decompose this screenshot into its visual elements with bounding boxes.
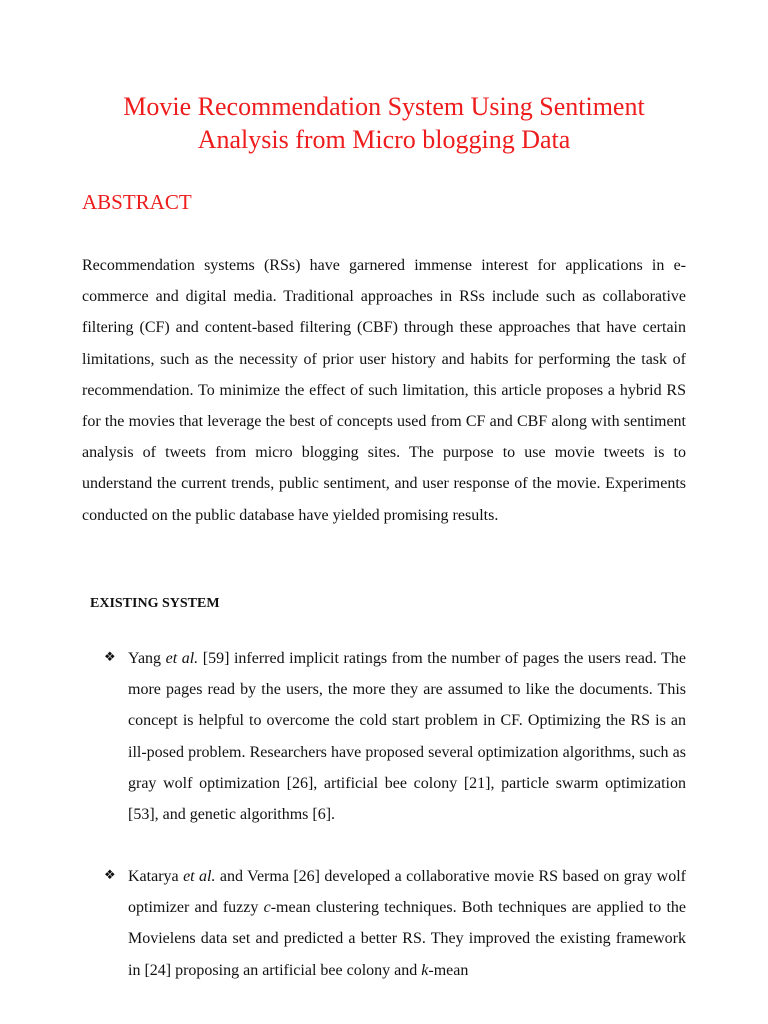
abstract-paragraph: Recommendation systems (RSs) have garnered immense interest for applications in e-commerce and digital media. Traditional approaches in RSs include such as collaborative filtering (CF) and content-based filtering (CBF) through these approaches that have certain limitations, such as the necessity of prior user history and habits for performing the task of recommendation. To minimize the effect of such limitation, this article proposes a hybrid RS for the movies that leverage the best of concepts used from CF and CBF along with sentiment analysis of tweets from micro blogging sites. The purpose to use movie tweets is to understand the current trends, public sentiment, and user response of the movie. Experiments conducted on the public database have yielded promising results.	[82, 257, 686, 524]
text-run: [59] inferred implicit ratings from the number of pages the users read. The more pages read by the users, the more they are assumed to like the documents. This concept is helpful to overcome the cold start problem in CF. Optimizing the RS is an ill-posed problem. Researchers have proposed several optimization algorithms, such as gray wolf optimization [26], artificial bee colony [21], particle swarm optimization [53], and genetic algorithms [6].	[128, 650, 686, 824]
existing-system-heading: EXISTING SYSTEM	[90, 596, 220, 611]
list-item-text	[128, 643, 686, 830]
italic-run: k	[421, 961, 429, 979]
text-run: Yang	[128, 650, 166, 667]
diamond-bullet-icon: ❖	[104, 868, 116, 883]
text-run: Katarya	[128, 868, 184, 885]
paper-title-line-1: Movie Recommendation System Using Sentiment	[123, 92, 645, 121]
text-run: -mean	[428, 961, 469, 979]
text-run: -mean clustering techniques. Both techniques are applied to the Movielens data set and predicted a better RS. They improved the existing framework in [24] proposing an artificial bee colony and	[128, 899, 686, 979]
list-item-text	[128, 861, 686, 986]
list-item	[104, 861, 686, 986]
italic-run: et al.	[183, 868, 216, 885]
paper-title-line-2: Analysis from Micro blogging Data	[197, 125, 571, 154]
paper-title	[60, 90, 708, 156]
italic-run: c	[263, 899, 271, 917]
italic-run: et al.	[165, 650, 199, 667]
list-item	[104, 643, 686, 830]
diamond-bullet-icon: ❖	[104, 650, 116, 665]
text-run: and Verma [26] developed a collaborative movie RS based on gray wolf optimizer and fuzzy	[128, 868, 686, 917]
abstract-heading: ABSTRACT	[82, 190, 192, 214]
